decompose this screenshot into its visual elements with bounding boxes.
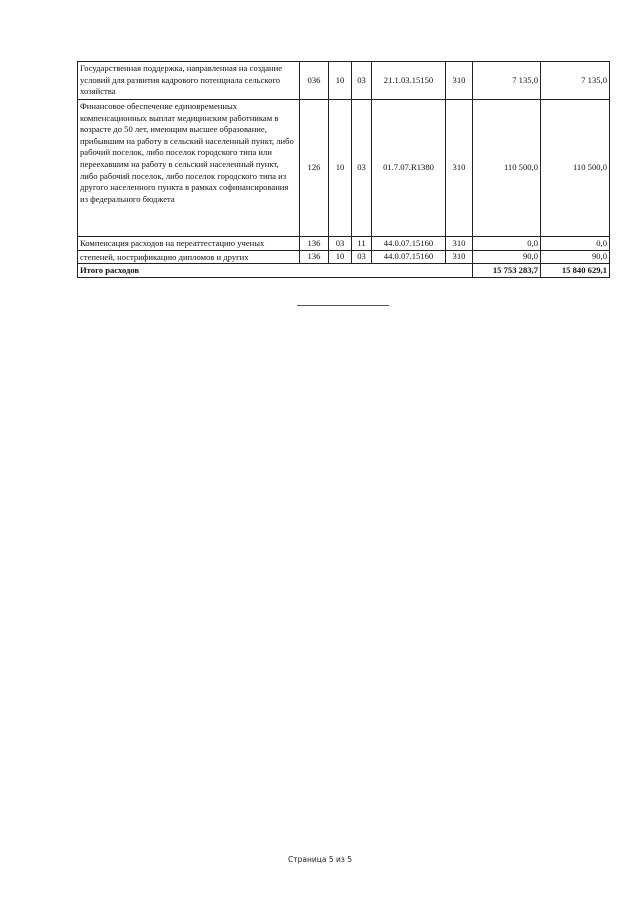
- row-csr: 44.0.07.15160: [372, 250, 446, 264]
- row-csr: 21.1.03.15150: [372, 62, 446, 100]
- row-sum1: 7 135,0: [473, 62, 541, 100]
- row-sum2: 110 500,0: [541, 100, 610, 237]
- row-pr: 03: [352, 250, 372, 264]
- row-pr: 03: [352, 100, 372, 237]
- total-label: Итого расходов: [78, 264, 473, 278]
- total-sum2: 15 840 629,1: [541, 264, 610, 278]
- row-sum2: 90,0: [541, 250, 610, 264]
- row-pr: 11: [352, 237, 372, 251]
- row-sum2: 7 135,0: [541, 62, 610, 100]
- table-row: [78, 250, 610, 264]
- row-name: Компенсация расходов на переаттестацию ученых: [78, 237, 300, 251]
- row-rz: 10: [329, 250, 352, 264]
- separator-line: [297, 305, 389, 306]
- row-grbs: 126: [300, 100, 329, 237]
- row-csr: 01.7.07.R1380: [372, 100, 446, 237]
- row-vr: 310: [446, 250, 473, 264]
- row-name: Финансовое обеспечение единовременных компенсационных выплат медицинским работникам в возрасте до 50 лет, имеющим высшее образование, прибывшим на работу в сельский населенный пункт, либо рабочий поселок, либо поселок городского типа или переехавшим на работу в сельский населенный пункт, либо рабочий поселок, либо поселок городского типа из другого населенного пункта в рамках софинансирования из федерального бюджета: [78, 100, 300, 237]
- row-grbs: 136: [300, 250, 329, 264]
- page-number: Страница 5 из 5: [288, 855, 352, 864]
- table-row: [78, 62, 610, 100]
- table-row: [78, 100, 610, 237]
- row-sum2: 0,0: [541, 237, 610, 251]
- row-rz: 10: [329, 100, 352, 237]
- row-sum1: 0,0: [473, 237, 541, 251]
- row-sum1: 90,0: [473, 250, 541, 264]
- row-sum1: 110 500,0: [473, 100, 541, 237]
- row-vr: 310: [446, 62, 473, 100]
- row-vr: 310: [446, 100, 473, 237]
- row-grbs: 036: [300, 62, 329, 100]
- row-rz: 03: [329, 237, 352, 251]
- row-vr: 310: [446, 237, 473, 251]
- row-grbs: 136: [300, 237, 329, 251]
- row-pr: 03: [352, 62, 372, 100]
- expenses-table: [77, 61, 610, 278]
- total-sum1: 15 753 283,7: [473, 264, 541, 278]
- row-name: Государственная поддержка, направленная на создание условий для развития кадрового потенциала сельского хозяйства: [78, 62, 300, 100]
- row-rz: 10: [329, 62, 352, 100]
- total-row: [78, 264, 610, 278]
- row-name: степеней, нострификацию дипломов и других: [78, 250, 300, 264]
- table-row: [78, 237, 610, 251]
- row-csr: 44.0.07.15160: [372, 237, 446, 251]
